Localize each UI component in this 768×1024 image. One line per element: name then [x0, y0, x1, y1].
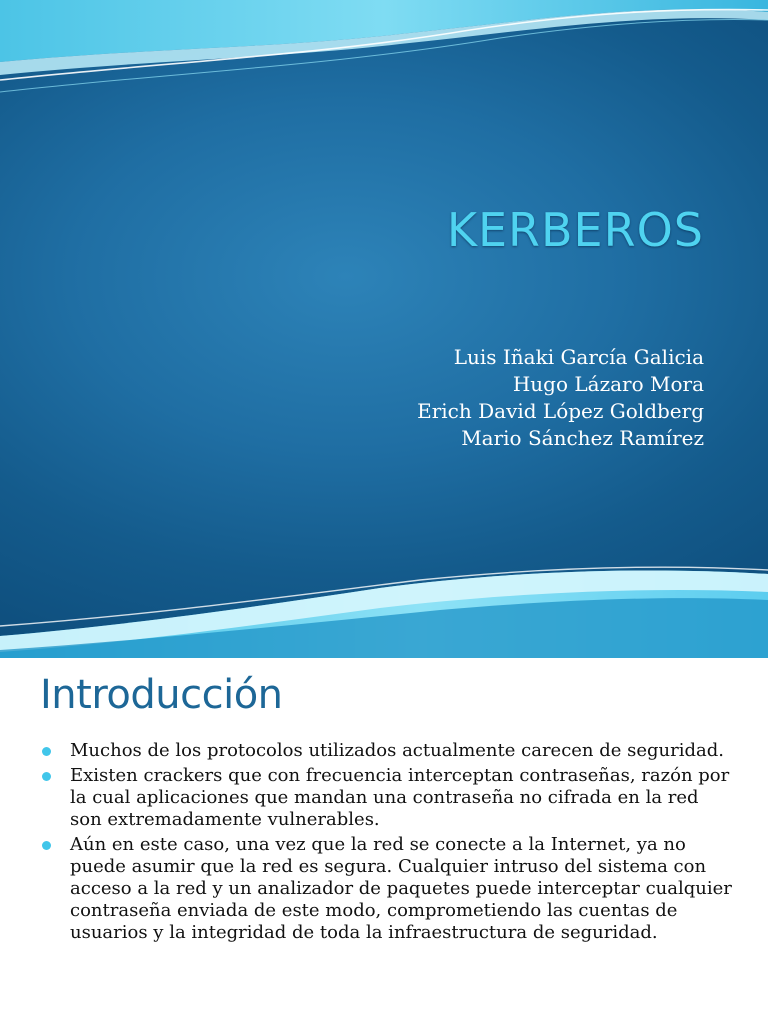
- bullet-dot-icon: [42, 747, 51, 756]
- author-list: [417, 344, 704, 452]
- author-name: Luis Iñaki García Galicia: [453, 345, 704, 369]
- bullet-dot-icon: [42, 841, 51, 850]
- top-wave-decoration: [0, 0, 768, 95]
- bullet-text: Muchos de los protocolos utilizados actualmente carecen de seguridad.: [70, 740, 725, 761]
- author-name: Mario Sánchez Ramírez: [461, 426, 704, 450]
- bullet-item: [42, 765, 732, 831]
- bullet-text: Aún en este caso, una vez que la red se conecte a la Internet, ya no puede asumir que la red es segura. Cualquier intruso del sistema con acceso a la red y un analizador de paquetes puede interceptar cualquier contraseña enviada de este modo, comprometiendo las cuentas de usuarios y la integridad de toda la infraestructura de seguridad.: [70, 834, 732, 943]
- bullet-list: [42, 740, 732, 947]
- author-name: Hugo Lázaro Mora: [512, 372, 704, 396]
- intro-heading: Introducción: [40, 672, 283, 718]
- bullet-text: Existen crackers que con frecuencia interceptan contraseñas, razón por la cual aplicaciones que mandan una contraseña no cifrada en la red son extremadamente vulnerables.: [70, 765, 730, 830]
- bullet-dot-icon: [42, 772, 51, 781]
- author-name: Erich David López Goldberg: [417, 399, 704, 423]
- bottom-wave-decoration: [0, 566, 768, 658]
- bullet-item: [42, 834, 732, 944]
- bullet-item: [42, 740, 732, 762]
- slide-title: KERBEROS: [446, 203, 704, 257]
